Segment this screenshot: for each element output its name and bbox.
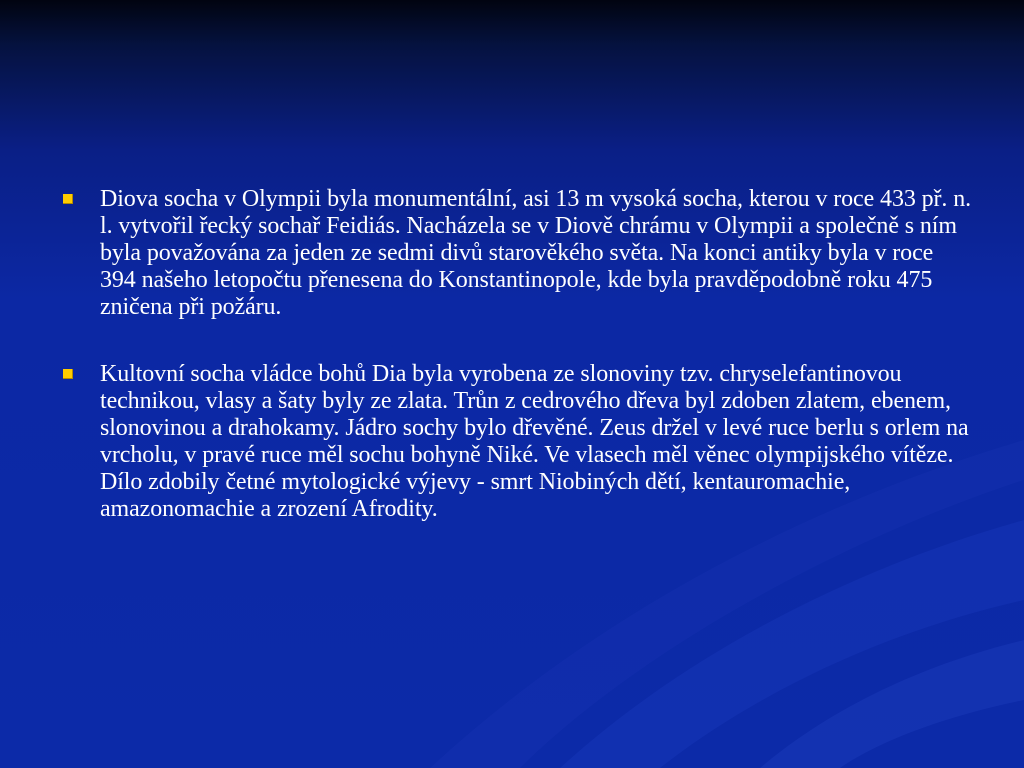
bullet-list [62,186,972,563]
bullet-text: Kultovní socha vládce bohů Dia byla vyrobena ze slonoviny tzv. chryselefantinovou technikou, vlasy a šaty byly ze zlata. Trůn z cedrového dřeva byl zdoben zlatem, ebenem, slonovinou a drahokamy. Jádro sochy bylo dřevěné. Zeus držel v levé ruce berlu s orlem na vrcholu, v pravé ruce měl sochu bohyně Niké. Ve vlasech měl věnec olympijského vítěze. Dílo zdobily četné mytologické výjevy - smrt Niobiných dětí, kentauromachie, amazonomachie a zrození Afrodity. [100,361,969,522]
bullet-text: Diova socha v Olympii byla monumentální, asi 13 m vysoká socha, kterou v roce 433 př. n. l. vytvořil řecký sochař Feidiás. Nacházela se v Diově chrámu v Olympii a společně s ním byla považována za jeden ze sedmi divů starověkého světa. Na konci antiky byla v roce 394 našeho letopočtu přenesena do Konstantinopole, kde byla pravděpodobně roku 475 zničena při požáru. [100,186,972,320]
bullet-item [62,186,972,321]
bullet-item [62,361,972,523]
square-bullet-icon [63,369,73,379]
square-bullet-icon [63,194,73,204]
